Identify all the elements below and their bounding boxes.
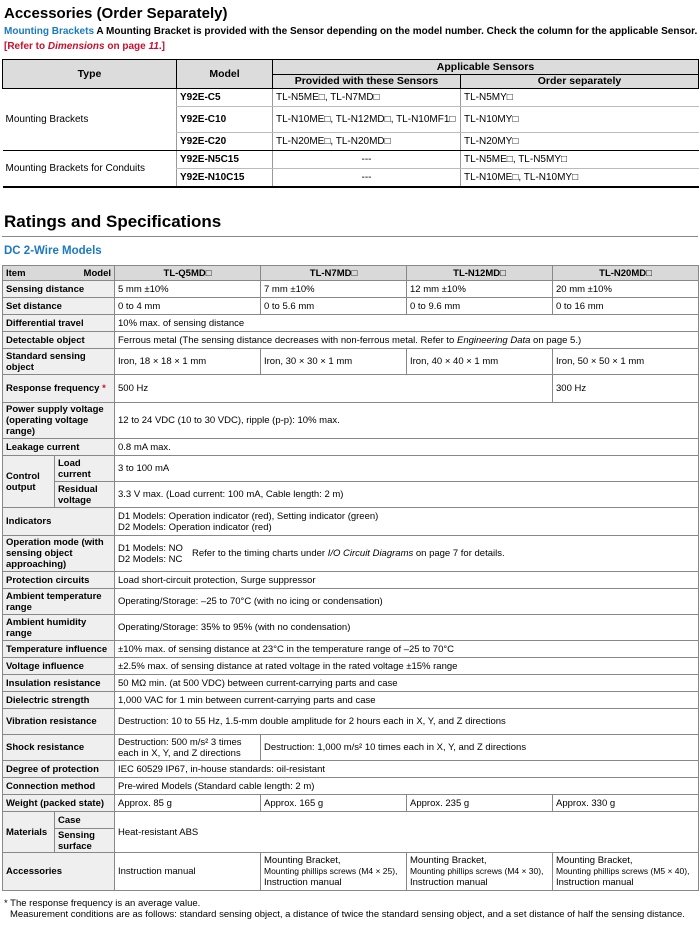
line: Mounting Bracket,: [264, 855, 341, 866]
value-cell: 300 Hz: [553, 375, 699, 403]
provided-cell: ---: [273, 151, 461, 169]
value-cell: 0.8 mA max.: [115, 439, 699, 456]
footnotes: [4, 898, 685, 920]
value-cell: Destruction: 500 m/s² 3 times each in X, Y, and Z directions: [115, 735, 261, 761]
value-cell: 500 Hz: [115, 375, 553, 403]
value-cell: ±2.5% max. of sensing distance at rated voltage in the rated voltage ±15% range: [115, 658, 699, 675]
model-cell: Y92E-C5: [177, 89, 273, 107]
value-cell: Pre-wired Models (Standard cable length: 2 m): [115, 778, 699, 795]
row-label: Protection circuits: [3, 572, 115, 589]
row-label: Detectable object: [3, 332, 115, 349]
line: D2 Models: Operation indicator (red): [118, 521, 272, 533]
value-cell: 5 mm ±10%: [115, 281, 261, 298]
value-cell: 0 to 4 mm: [115, 298, 261, 315]
model-cell: Y92E-N5C15: [177, 151, 273, 169]
table-row: [3, 589, 699, 615]
value-cell: 7 mm ±10%: [261, 281, 407, 298]
line: Mounting Bracket,: [556, 855, 633, 866]
order-cell: TL-N10ME□, TL-N10MY□: [461, 169, 699, 187]
col-order-header: Order separately: [461, 75, 699, 89]
model-cell: Y92E-C10: [177, 107, 273, 133]
provided-cell: ---: [273, 169, 461, 187]
table-row: [3, 658, 699, 675]
provided-cell: TL-N5ME□, TL-N7MD□: [273, 89, 461, 107]
io-circuit-ref: I/O Circuit Diagrams: [327, 548, 414, 559]
text-part: Ferrous metal (The sensing distance decreases with non-ferrous metal. Refer to: [118, 334, 457, 346]
value-cell: 3.3 V max. (Load current: 100 mA, Cable length: 2 m): [115, 482, 699, 508]
row-label: Indicators: [3, 508, 115, 536]
ratings-title: Ratings and Specifications: [4, 212, 222, 231]
row-label: Ambient temperature range: [3, 589, 115, 615]
table-row: [3, 572, 699, 589]
col-applicable-header: Applicable Sensors: [273, 60, 699, 75]
line: Instruction manual: [264, 877, 342, 888]
row-label: Temperature influence: [3, 641, 115, 658]
table-row: [3, 281, 699, 298]
model-header: Model: [83, 267, 111, 279]
value-cell: [553, 853, 699, 891]
row-label: Ambient humidity range: [3, 615, 115, 641]
text-part: on page 7 for details.: [413, 548, 505, 559]
value-cell: Load short-circuit protection, Surge suppressor: [115, 572, 699, 589]
item-header: Item: [6, 267, 26, 279]
value-cell: [115, 508, 699, 536]
value-cell: Iron, 18 × 18 × 1 mm: [115, 349, 261, 375]
table-row: [3, 375, 699, 403]
table-row: [3, 615, 699, 641]
table-row: [3, 508, 699, 536]
table-row: [3, 641, 699, 658]
value-cell: 3 to 100 mA: [115, 456, 699, 482]
row-label: Set distance: [3, 298, 115, 315]
table-row: [3, 89, 699, 107]
accessories-intro-text: A Mounting Bracket is provided with the Sensor depending on the model number. Check the column for the applicable Sensor.: [94, 26, 698, 37]
table-row: [3, 536, 699, 572]
value-cell: 10% max. of sensing distance: [115, 315, 699, 332]
value-cell: ±10% max. of sensing distance at 23°C in the temperature range of –25 to 70°C: [115, 641, 699, 658]
order-cell: TL-N10MY□: [461, 107, 699, 133]
table-row: [3, 778, 699, 795]
model-col-1: TL-Q5MD□: [115, 266, 261, 281]
value-cell: Approx. 330 g: [553, 795, 699, 812]
row-label: Standard sensing object: [3, 349, 115, 375]
row-label: Voltage influence: [3, 658, 115, 675]
text-part: on page 5.): [530, 334, 582, 346]
value-cell: [261, 853, 407, 891]
type-cell: Mounting Brackets: [3, 89, 177, 151]
line: Mounting phillips screws (M4 × 25),: [264, 866, 398, 876]
accessories-title: Accessories (Order Separately): [4, 5, 228, 22]
dimensions-reference: [4, 41, 165, 52]
value-cell: Approx. 165 g: [261, 795, 407, 812]
line: Mounting Bracket,: [410, 855, 487, 866]
value-cell: Operating/Storage: –25 to 70°C (with no icing or condensation): [115, 589, 699, 615]
value-cell: 0 to 9.6 mm: [407, 298, 553, 315]
value-cell: Heat-resistant ABS: [115, 812, 699, 853]
sub-label: Residual voltage: [55, 482, 115, 508]
value-cell: 50 MΩ min. (at 500 VDC) between current-carrying parts and case: [115, 675, 699, 692]
value-cell: Operating/Storage: 35% to 95% (with no condensation): [115, 615, 699, 641]
dc-2-wire-title: DC 2-Wire Models: [4, 245, 102, 257]
row-label: Control output: [3, 456, 55, 508]
value-cell: 12 to 24 VDC (10 to 30 VDC), ripple (p-p): 10% max.: [115, 403, 699, 439]
value-cell: Instruction manual: [115, 853, 261, 891]
col-type-header: Type: [3, 60, 177, 89]
value-cell: 12 mm ±10%: [407, 281, 553, 298]
model-col-4: TL-N20MD□: [553, 266, 699, 281]
col-provided-header: Provided with these Sensors: [273, 75, 461, 89]
table-row: [3, 735, 699, 761]
row-label: Materials: [3, 812, 55, 853]
row-label: Insulation resistance: [3, 675, 115, 692]
value-cell: Destruction: 1,000 m/s² 10 times each in X, Y, and Z directions: [261, 735, 699, 761]
sub-label: Case: [55, 812, 115, 829]
row-label: Power supply voltage (operating voltage range): [3, 403, 115, 439]
line: Mounting phillips screws (M5 × 40),: [556, 866, 690, 876]
table-row: [3, 332, 699, 349]
row-label: [3, 375, 115, 403]
table-row: [3, 853, 699, 891]
ref-part: .]: [158, 41, 165, 52]
table-row: [3, 709, 699, 735]
line: D2 Models: NC: [118, 553, 183, 565]
model-cell: Y92E-C20: [177, 133, 273, 151]
table-row: [3, 315, 699, 332]
row-label: Sensing distance: [3, 281, 115, 298]
line: Instruction manual: [410, 877, 488, 888]
order-cell: TL-N5MY□: [461, 89, 699, 107]
table-row: [3, 795, 699, 812]
value-cell: Destruction: 10 to 55 Hz, 1.5-mm double amplitude for 2 hours each in X, Y, and Z directions: [115, 709, 699, 735]
footnote: Measurement conditions are as follows: standard sensing object, a distance of twice the standard sensing object, and a set distance of half the sensing distance.: [10, 909, 685, 920]
order-cell: TL-N5ME□, TL-N5MY□: [461, 151, 699, 169]
footnote: * The response frequency is an average value.: [4, 898, 201, 909]
sub-label: Load current: [55, 456, 115, 482]
row-label: Dielectric strength: [3, 692, 115, 709]
table-row: [3, 439, 699, 456]
specs-table: [2, 265, 699, 891]
row-label: Degree of protection: [3, 761, 115, 778]
footnote-marker: *: [99, 383, 106, 394]
table-row: [3, 812, 699, 829]
table-header-row: [3, 266, 699, 281]
line: Mounting phillips screws (M4 × 30),: [410, 866, 544, 876]
accessories-table: [2, 59, 699, 188]
value-cell: Approx. 85 g: [115, 795, 261, 812]
table-row: [3, 403, 699, 439]
value-cell: Iron, 30 × 30 × 1 mm: [261, 349, 407, 375]
table-row: [3, 692, 699, 709]
table-row: [3, 151, 699, 169]
value-cell: Iron, 40 × 40 × 1 mm: [407, 349, 553, 375]
value-cell: [115, 332, 699, 349]
ref-part: [Refer to: [4, 41, 48, 52]
value-cell: [115, 536, 699, 572]
accessories-intro: [4, 26, 698, 37]
provided-cell: TL-N10ME□, TL-N12MD□, TL-N10MF1□: [273, 107, 461, 133]
table-row: [3, 675, 699, 692]
value-cell: 0 to 5.6 mm: [261, 298, 407, 315]
section-divider: [2, 236, 698, 237]
type-cell: Mounting Brackets for Conduits: [3, 151, 177, 187]
row-label: Vibration resistance: [3, 709, 115, 735]
model-col-2: TL-N7MD□: [261, 266, 407, 281]
row-label: Shock resistance: [3, 735, 115, 761]
ref-dimensions: Dimensions: [47, 41, 105, 52]
value-cell: Iron, 50 × 50 × 1 mm: [553, 349, 699, 375]
mounting-brackets-label: Mounting Brackets: [4, 26, 95, 37]
value-cell: [407, 853, 553, 891]
line: D1 Models: NO: [118, 542, 183, 554]
model-col-3: TL-N12MD□: [407, 266, 553, 281]
value-cell: IEC 60529 IP67, in-house standards: oil-resistant: [115, 761, 699, 778]
table-row: [3, 456, 699, 482]
provided-cell: TL-N20ME□, TL-N20MD□: [273, 133, 461, 151]
row-label: Connection method: [3, 778, 115, 795]
order-cell: TL-N20MY□: [461, 133, 699, 151]
line: Instruction manual: [556, 877, 634, 888]
row-label: Accessories: [3, 853, 115, 891]
table-row: [3, 349, 699, 375]
table-row: [3, 761, 699, 778]
value-cell: 20 mm ±10%: [553, 281, 699, 298]
value-cell: 0 to 16 mm: [553, 298, 699, 315]
value-cell: 1,000 VAC for 1 min between current-carrying parts and case: [115, 692, 699, 709]
row-label: Differential travel: [3, 315, 115, 332]
row-label: Weight (packed state): [3, 795, 115, 812]
line: D1 Models: Operation indicator (red), Setting indicator (green): [118, 510, 379, 522]
ref-page: 11: [148, 41, 159, 52]
value-cell: Approx. 235 g: [407, 795, 553, 812]
text-part: Refer to the timing charts under: [192, 548, 328, 559]
table-row: [3, 298, 699, 315]
engineering-data-ref: Engineering Data: [457, 334, 531, 346]
row-label: Operation mode (with sensing object approaching): [3, 536, 115, 572]
sub-label: Sensing surface: [55, 829, 115, 853]
model-cell: Y92E-N10C15: [177, 169, 273, 187]
label-text: Response frequency: [6, 383, 100, 394]
row-label: Leakage current: [3, 439, 115, 456]
ref-part: on page: [104, 41, 149, 52]
col-model-header: Model: [177, 60, 273, 89]
table-row: [3, 482, 699, 508]
